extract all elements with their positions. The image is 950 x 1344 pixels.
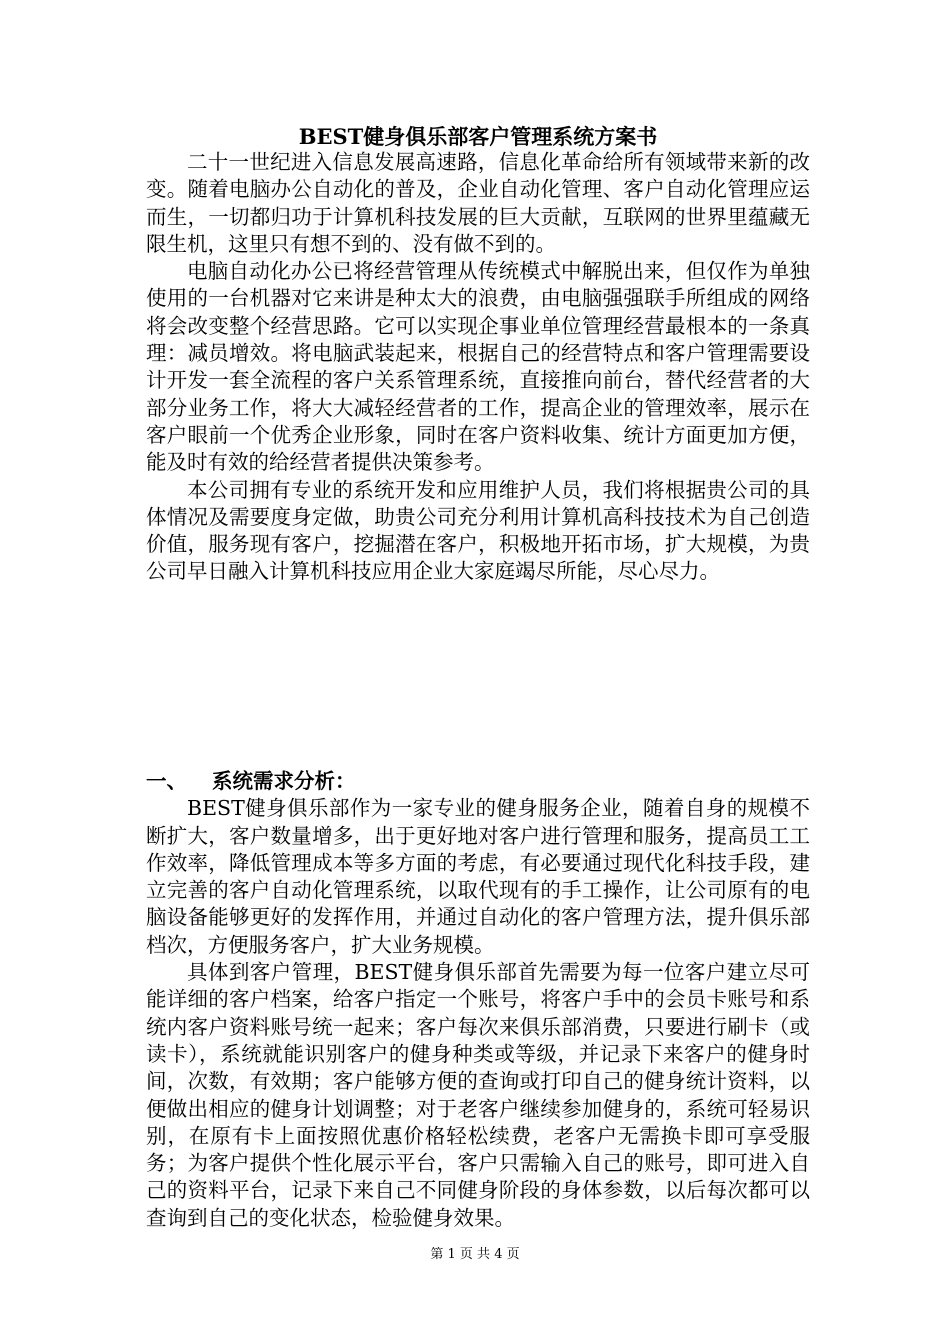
section-number: 一、	[146, 769, 187, 793]
requirements-section	[146, 768, 810, 1232]
section-heading-text: 系统需求分析：	[212, 769, 356, 793]
intro-paragraph: 电脑自动化办公已将经营管理从传统模式中解脱出来，但仅作为单独使用的一台机器对它来讲是种太大的浪费，由电脑强强联手所组成的网络将会改变整个经营思路。它可以实现企事业单位管理经营最根本的一条真理：减员增效。将电脑武装起来，根据自己的经营特点和客户管理需要设计开发一套全流程的客户关系管理系统，直接推向前台，替代经营者的大部分业务工作，将大大减轻经营者的工作，提高企业的管理效率，展示在客户眼前一个优秀企业形象，同时在客户资料收集、统计方面更加方便，能及时有效的给经营者提供决策参考。	[146, 259, 810, 475]
section-paragraph: BEST健身俱乐部作为一家专业的健身服务企业，随着自身的规模不断扩大，客户数量增多，出于更好地对客户进行管理和服务，提高员工工作效率，降低管理成本等多方面的考虑，有必要通过现代化科技手段，建立完善的客户自动化管理系统，以取代现有的手工操作，让公司原有的电脑设备能够更好的发挥作用，并通过自动化的客户管理方法，提升俱乐部档次，方便服务客户，扩大业务规模。	[146, 796, 810, 957]
section-paragraph: 具体到客户管理，BEST健身俱乐部首先需要为每一位客户建立尽可能详细的客户档案，给客户指定一个账号，将客户手中的会员卡账号和系统内客户资料账号统一起来；客户每次来俱乐部消费，只要进行刷卡（或读卡），系统就能识别客户的健身种类或等级，并记录下来客户的健身时间，次数，有效期；客户能够方便的查询或打印自己的健身统计资料，以便做出相应的健身计划调整；对于老客户继续参加健身的，系统可轻易识别，在原有卡上面按照优惠价格轻松续费，老客户无需换卡即可享受服务；为客户提供个性化展示平台，客户只需输入自己的账号，即可进入自己的资料平台，记录下来自己不同健身阶段的身体参数，以后每次都可以查询到自己的变化状态，检验健身效果。	[146, 960, 810, 1230]
intro-section	[146, 149, 810, 586]
document-title: BEST健身俱乐部客户管理系统方案书	[298, 124, 658, 149]
intro-paragraph: 本公司拥有专业的系统开发和应用维护人员，我们将根据贵公司的具体情况及需要度身定做，助贵公司充分利用计算机高科技技术为自己创造价值，服务现有客户，挖掘潜在客户，积极地开拓市场，扩大规模，为贵公司早日融入计算机科技应用企业大家庭竭尽所能，尽心尽力。	[146, 477, 810, 584]
page-footer: 第 1 页 共 4 页	[430, 1247, 520, 1262]
section-heading	[146, 768, 810, 795]
intro-paragraph: 二十一世纪进入信息发展高速路，信息化革命给所有领域带来新的改变。随着电脑办公自动化的普及，企业自动化管理、客户自动化管理应运而生，一切都归功于计算机科技发展的巨大贡献，互联网的世界里蕴藏无限生机，这里只有想不到的、没有做不到的。	[146, 150, 810, 256]
